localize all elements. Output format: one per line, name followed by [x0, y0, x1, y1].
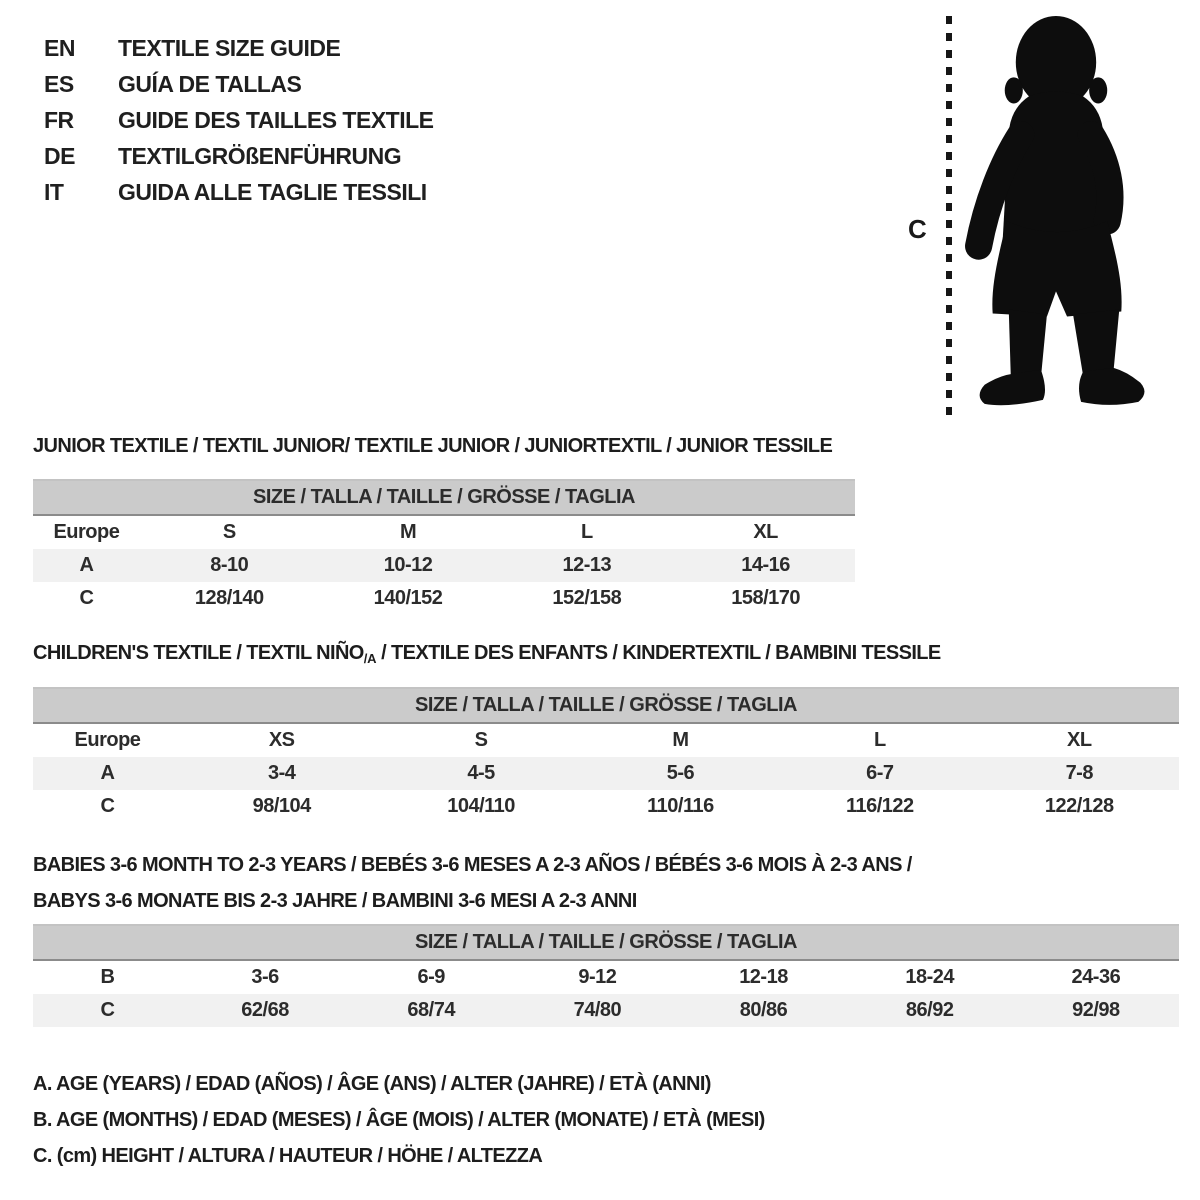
baby-silhouette-image	[954, 12, 1166, 424]
babies-title-line1: BABIES 3-6 MONTH TO 2-3 YEARS / BEBÉS 3-6 MESES A 2-3 AÑOS / BÉBÉS 3-6 MOIS À 2-3 ANS /	[33, 854, 912, 876]
language-code: DE	[44, 142, 75, 169]
size-cell: XL	[753, 521, 778, 543]
babies-section-title	[33, 847, 912, 919]
language-label: GUIDA ALLE TAGLIE TESSILI	[118, 178, 427, 205]
size-cell: 3-6	[251, 966, 279, 988]
children-size-table	[33, 687, 1179, 823]
size-cell: 14-16	[676, 549, 855, 582]
language-row-en	[44, 30, 434, 66]
size-cell: M	[399, 521, 417, 543]
row-label-cell: C	[33, 994, 182, 1027]
children-title-text: CHILDREN'S TEXTILE / TEXTIL NIÑO	[33, 642, 364, 664]
babies-size-table	[33, 924, 1179, 1027]
size-cell: 3-4	[182, 757, 381, 790]
row-label-cell: A	[33, 757, 182, 790]
size-cell: 7-8	[980, 757, 1179, 790]
size-band-row	[33, 480, 855, 515]
size-cell: 98/104	[252, 795, 311, 817]
language-row-de	[44, 138, 434, 174]
table-row	[33, 515, 855, 549]
size-cell: 6-7	[780, 757, 979, 790]
size-cell: 12-13	[497, 549, 676, 582]
size-cell: 9-12	[578, 966, 617, 988]
size-cell: S	[222, 521, 236, 543]
legend-line-a: A. AGE (YEARS) / EDAD (AÑOS) / ÂGE (ANS) / ALTER (JAHRE) / ETÀ (ANNI)	[33, 1073, 711, 1095]
language-label: GUIDE DES TAILLES TEXTILE	[118, 106, 434, 133]
table-row	[33, 960, 1179, 994]
language-code: ES	[44, 70, 74, 97]
row-label-cell: Europe	[74, 729, 141, 751]
size-band-label: SIZE / TALLA / TAILLE / GRÖSSE / TAGLIA	[33, 925, 1179, 960]
row-label-cell: B	[100, 966, 115, 988]
size-cell: 116/122	[845, 795, 914, 817]
measurement-legend	[33, 1066, 765, 1174]
size-band-label: SIZE / TALLA / TAILLE / GRÖSSE / TAGLIA	[33, 688, 1179, 723]
language-row-it	[44, 174, 434, 210]
language-title-list	[44, 30, 434, 210]
language-code: EN	[44, 34, 75, 61]
language-label: TEXTILE SIZE GUIDE	[118, 34, 341, 61]
size-cell: 104/110	[447, 795, 515, 817]
size-cell: 6-9	[417, 966, 445, 988]
language-label: TEXTILGRÖßENFÜHRUNG	[118, 142, 402, 169]
size-band-row	[33, 688, 1179, 723]
size-cell: 152/158	[552, 587, 622, 609]
language-row-fr	[44, 102, 434, 138]
size-cell: 140/152	[373, 587, 443, 609]
size-cell: 12-18	[739, 966, 788, 988]
size-cell: 128/140	[194, 587, 264, 609]
children-title-text: / TEXTILE DES ENFANTS / KINDERTEXTIL / BAMBINI TESSILE	[376, 642, 941, 664]
measure-label-c: C	[908, 214, 927, 244]
legend-line-b: B. AGE (MONTHS) / EDAD (MESES) / ÂGE (MOIS) / ALTER (MONATE) / ETÀ (MESI)	[33, 1109, 765, 1131]
legend-line-c: C. (cm) HEIGHT / ALTURA / HAUTEUR / HÖHE / ALTEZZA	[33, 1145, 543, 1167]
language-code: FR	[44, 106, 74, 133]
table-row	[33, 757, 1179, 790]
size-cell: L	[873, 729, 886, 751]
size-cell: 122/128	[1044, 795, 1114, 817]
children-section-title	[33, 642, 941, 666]
size-cell: L	[580, 521, 593, 543]
size-cell: 68/74	[348, 994, 514, 1027]
table-row	[33, 790, 1179, 823]
size-cell: 4-5	[381, 757, 580, 790]
size-cell: S	[474, 729, 488, 751]
table-row	[33, 549, 855, 582]
babies-title-line2: BABYS 3-6 MONATE BIS 2-3 JAHRE / BAMBINI 3-6 MESI A 2-3 ANNI	[33, 890, 637, 912]
size-cell: XL	[1066, 729, 1092, 751]
table-row	[33, 582, 855, 615]
size-cell: 8-10	[140, 549, 319, 582]
language-code: IT	[44, 178, 64, 205]
size-cell: 5-6	[581, 757, 780, 790]
size-cell: 10-12	[319, 549, 498, 582]
size-band-label: SIZE / TALLA / TAILLE / GRÖSSE / TAGLIA	[33, 480, 855, 515]
size-cell: 92/98	[1013, 994, 1179, 1027]
size-cell: 18-24	[905, 966, 954, 988]
junior-section-title: JUNIOR TEXTILE / TEXTIL JUNIOR/ TEXTILE JUNIOR / JUNIORTEXTIL / JUNIOR TESSILE	[33, 435, 833, 457]
size-cell: M	[672, 729, 689, 751]
row-label-cell: C	[79, 587, 94, 609]
size-cell: 80/86	[680, 994, 846, 1027]
size-cell: 24-36	[1071, 966, 1121, 988]
size-band-row	[33, 925, 1179, 960]
language-row-es	[44, 66, 434, 102]
row-label-cell: Europe	[53, 521, 120, 543]
row-label-cell: A	[33, 549, 140, 582]
height-measure-dashed-line	[946, 16, 952, 420]
junior-size-table	[33, 479, 855, 615]
children-title-subscript: /A	[363, 651, 377, 666]
row-label-cell: C	[100, 795, 115, 817]
language-label: GUÍA DE TALLAS	[118, 70, 302, 97]
table-row	[33, 723, 1179, 757]
size-cell: 158/170	[731, 587, 800, 609]
table-row	[33, 994, 1179, 1027]
size-cell: 86/92	[847, 994, 1013, 1027]
size-cell: 110/116	[647, 795, 714, 817]
size-cell: 62/68	[182, 994, 348, 1027]
size-cell: XS	[268, 729, 295, 751]
size-cell: 74/80	[514, 994, 680, 1027]
